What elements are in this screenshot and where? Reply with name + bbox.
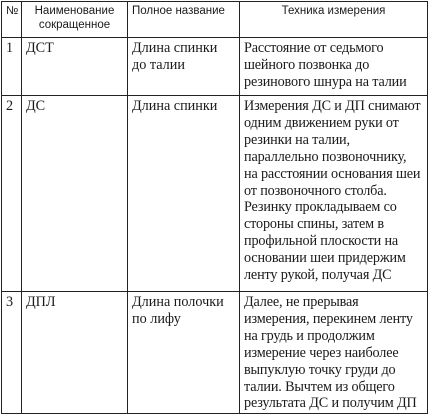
row-number: 3	[2, 292, 22, 414]
row-short-name: ДС	[22, 96, 128, 292]
row-full-name: Длина полочки по лифу	[128, 292, 240, 414]
row-short-name: ДСТ	[22, 38, 128, 96]
row-short-name: ДПЛ	[22, 292, 128, 414]
table-row	[2, 38, 428, 96]
header-full-name: Полное название	[128, 2, 240, 38]
table-row	[2, 292, 428, 414]
table-header-row	[2, 2, 428, 38]
row-technique: Расстояние от седьмого шейного позвонка до резинового шнура на талии	[240, 38, 428, 96]
table-row	[2, 96, 428, 292]
header-technique: Техника измерения	[240, 2, 428, 38]
measurement-table	[1, 1, 428, 414]
row-technique: Измерения ДС и ДП снимают одним движением руки от резинки на талии, параллельно позвоночнику, на расстоянии основания шеи от позвоночного столба. Резинку прокладываем со стороны спины, затем в профильной плоскости на основании шеи придержим ленту рукой, получая ДС	[240, 96, 428, 292]
header-number: №	[2, 2, 22, 38]
row-full-name: Длина спинки	[128, 96, 240, 292]
row-full-name: Длина спинки до талии	[128, 38, 240, 96]
header-short-name: Наименование сокращенное	[22, 2, 128, 38]
row-technique: Далее, не прерывая измерения, перекинем ленту на грудь и продолжим измерение через наиболее выпуклую точку груди до талии. Вычтем из общего результата ДС и получим ДП	[240, 292, 428, 414]
row-number: 1	[2, 38, 22, 96]
row-number: 2	[2, 96, 22, 292]
